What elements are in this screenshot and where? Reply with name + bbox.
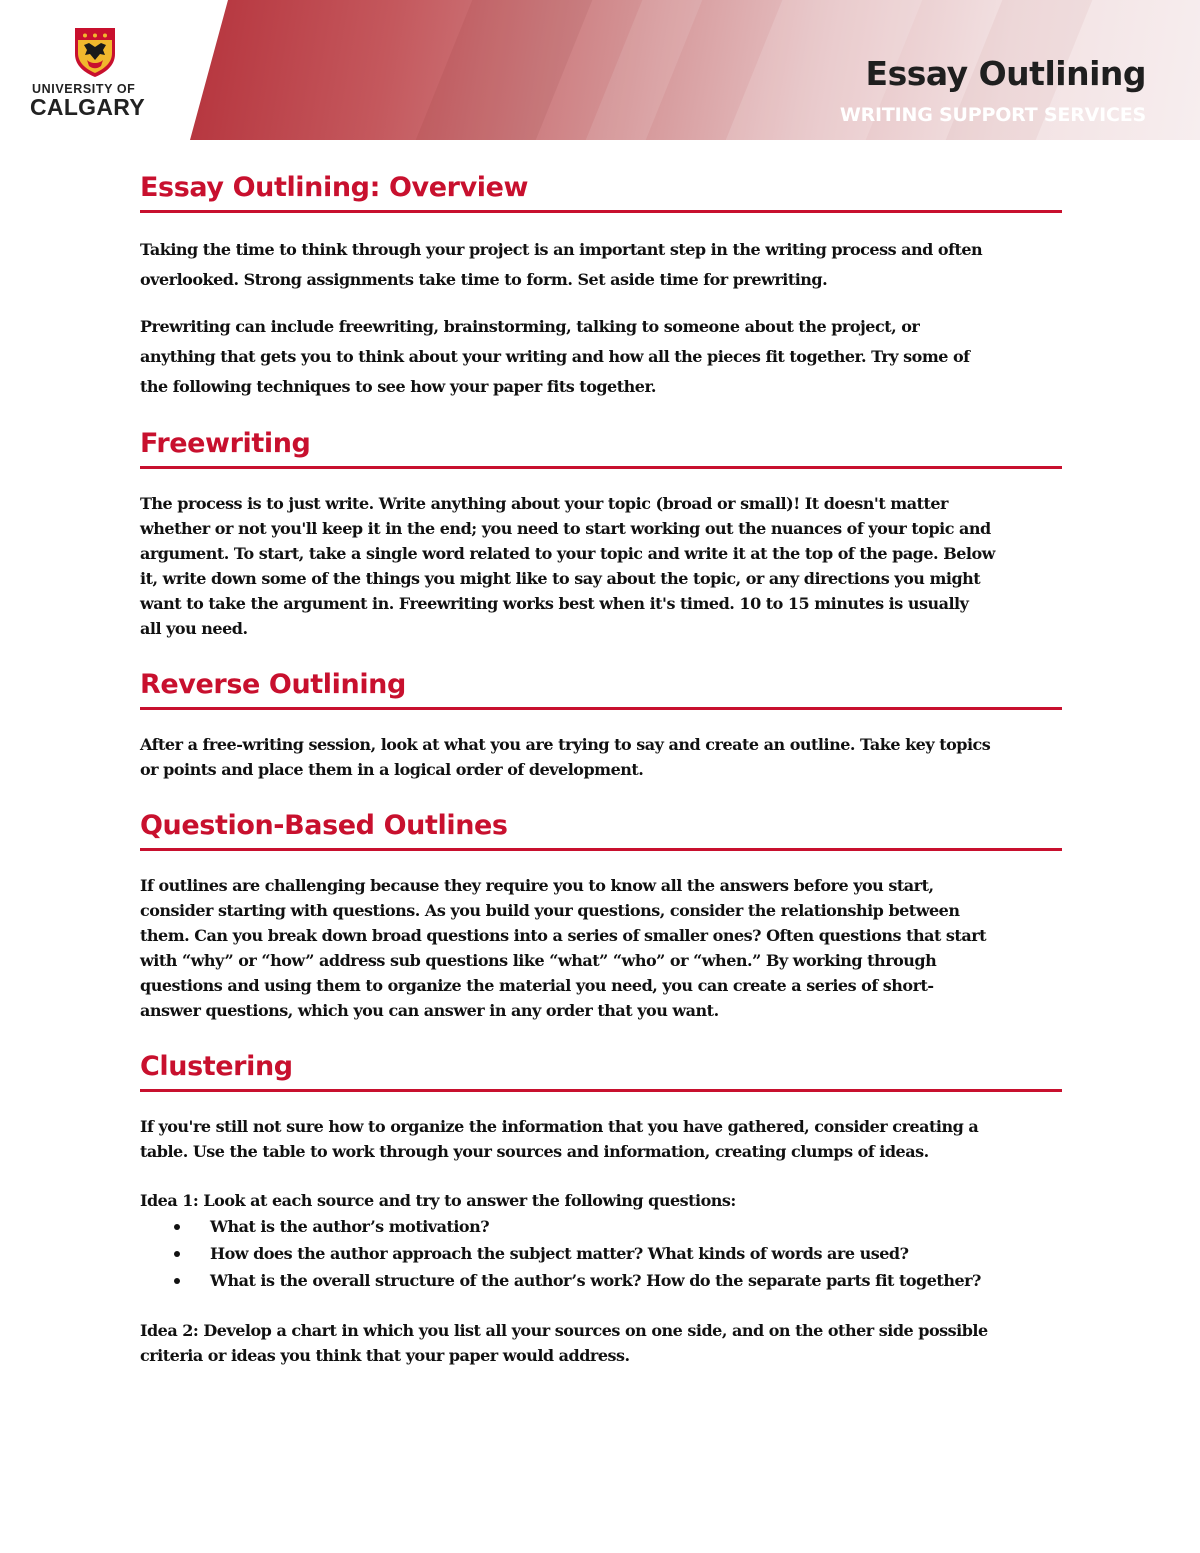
bullet-icon — [174, 1278, 180, 1284]
text-line: If outlines are challenging because they require you to know all the answers before you start, — [140, 876, 934, 896]
text-line: all you need. — [140, 619, 248, 639]
heading-overview: Essay Outlining: Overview — [140, 170, 1062, 213]
text-line: criteria or ideas you think that your paper would address. — [140, 1346, 630, 1366]
text-line: consider starting with questions. As you build your questions, consider the relationship between — [140, 901, 960, 921]
document-title: Essay Outlining — [865, 54, 1146, 93]
idea-2-paragraph — [140, 1318, 1062, 1368]
overview-paragraph-1 — [140, 235, 1062, 295]
bullet-icon — [174, 1224, 180, 1230]
logo-university-of: UNIVERSITY OF — [32, 82, 136, 96]
list-item-text: What is the overall structure of the author’s work? How do the separate parts fit together? — [210, 1271, 981, 1291]
text-line: the following techniques to see how your paper fits together. — [140, 377, 656, 397]
question-based-paragraph — [140, 873, 1062, 1023]
clustering-intro-paragraph — [140, 1114, 1062, 1164]
list-item — [210, 1240, 1062, 1267]
logo-calgary: CALGARY — [30, 94, 145, 120]
text-line: Idea 2: Develop a chart in which you list all your sources on one side, and on the other side possible — [140, 1321, 988, 1341]
text-line: argument. To start, take a single word related to your topic and write it at the top of the page. Below — [140, 544, 995, 564]
idea-1-question-list — [140, 1213, 1062, 1294]
text-line: whether or not you'll keep it in the end; you need to start working out the nuances of your topic and — [140, 519, 991, 539]
idea-1-text: Idea 1: Look at each source and try to answer the following questions: — [140, 1191, 736, 1211]
reverse-outlining-paragraph — [140, 732, 1062, 782]
text-line: them. Can you break down broad questions into a series of smaller ones? Often questions that start — [140, 926, 987, 946]
section-question-based-outlines — [140, 808, 1062, 1023]
list-item-text: How does the author approach the subject matter? What kinds of words are used? — [210, 1244, 909, 1264]
text-line: After a free-writing session, look at what you are trying to say and create an outline. Take key topics — [140, 735, 991, 755]
overview-paragraph-2 — [140, 312, 1062, 402]
text-line: table. Use the table to work through your sources and information, creating clumps of ideas. — [140, 1142, 929, 1162]
list-item-text: What is the author’s motivation? — [210, 1217, 490, 1237]
text-line: it, write down some of the things you might like to say about the topic, or any directions you might — [140, 569, 981, 589]
heading-clustering: Clustering — [140, 1049, 1062, 1092]
text-line: or points and place them in a logical order of development. — [140, 760, 644, 780]
section-freewriting — [140, 426, 1062, 641]
section-clustering — [140, 1049, 1062, 1368]
crest-icon — [73, 26, 117, 78]
heading-reverse-outlining: Reverse Outlining — [140, 667, 1062, 710]
text-line: with “why” or “how” address sub questions like “what” “who” or “when.” By working through — [140, 951, 937, 971]
section-reverse-outlining — [140, 667, 1062, 782]
text-line: questions and using them to organize the material you need, you can create a series of short- — [140, 976, 934, 996]
document-body — [140, 170, 1062, 1368]
text-line: Taking the time to think through your project is an important step in the writing process and often — [140, 240, 983, 260]
text-line: The process is to just write. Write anything about your topic (broad or small)! It doesn't matter — [140, 494, 948, 514]
section-overview — [140, 170, 1062, 402]
university-logo — [30, 26, 160, 126]
list-item — [210, 1267, 1062, 1294]
text-line: overlooked. Strong assignments take time to form. Set aside time for prewriting. — [140, 270, 828, 290]
heading-question-based-outlines: Question-Based Outlines — [140, 808, 1062, 851]
text-line: Prewriting can include freewriting, brainstorming, talking to someone about the project, or — [140, 317, 920, 337]
document-subtitle: WRITING SUPPORT SERVICES — [839, 104, 1146, 126]
heading-freewriting: Freewriting — [140, 426, 1062, 469]
text-line: want to take the argument in. Freewriting works best when it's timed. 10 to 15 minutes is usually — [140, 594, 969, 614]
page-header — [0, 0, 1200, 140]
text-line: answer questions, which you can answer in any order that you want. — [140, 1001, 719, 1021]
bullet-icon — [174, 1251, 180, 1257]
list-item — [210, 1213, 1062, 1240]
freewriting-paragraph — [140, 491, 1062, 641]
text-line: If you're still not sure how to organize the information that you have gathered, consider creating a — [140, 1117, 979, 1137]
text-line: anything that gets you to think about your writing and how all the pieces fit together. Try some of — [140, 347, 970, 367]
